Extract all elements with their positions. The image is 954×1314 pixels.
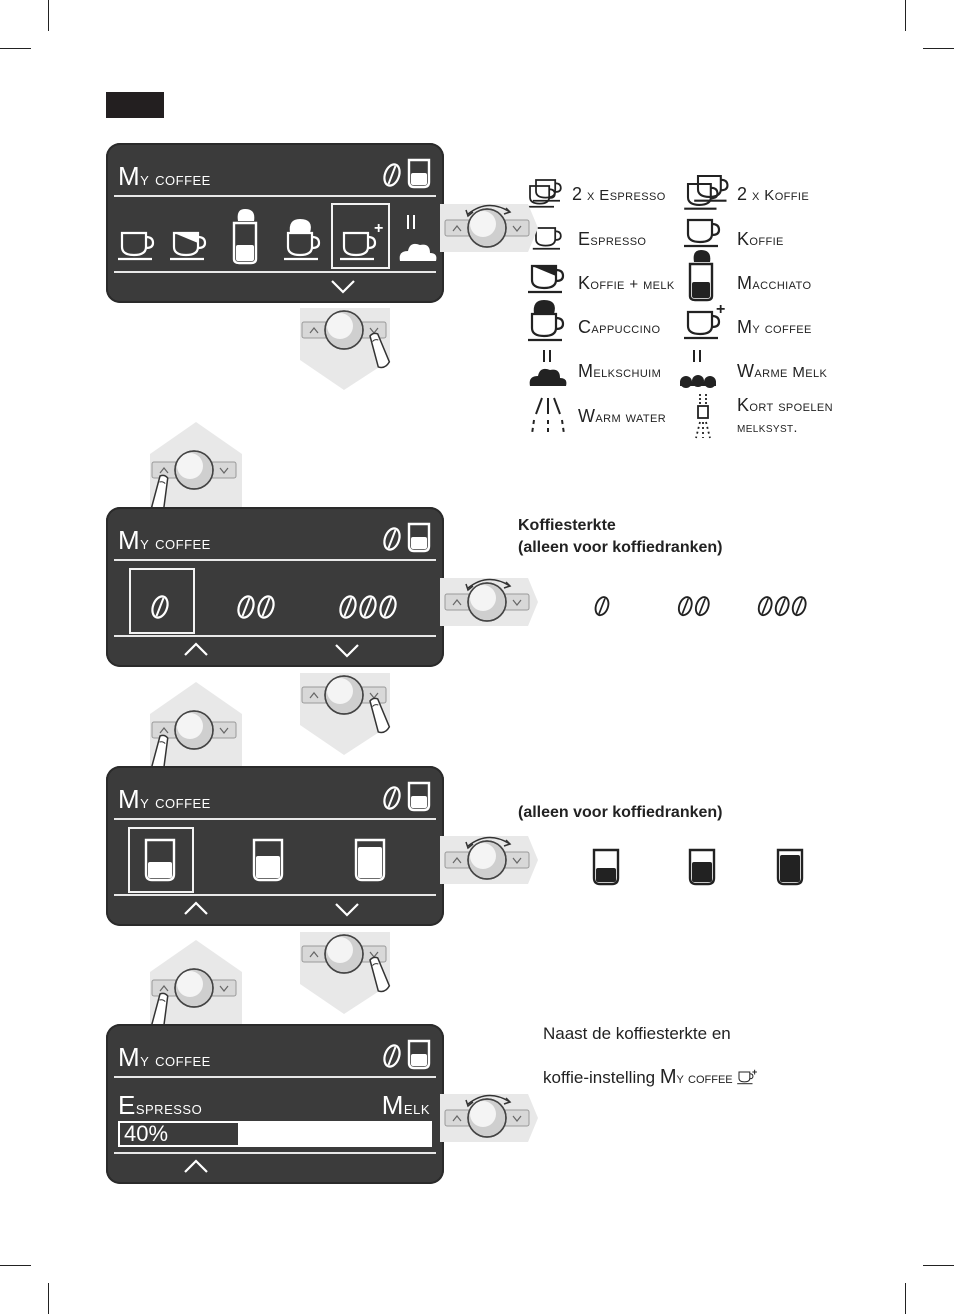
strength-mild-icon — [150, 594, 171, 619]
coffee-milk-icon — [170, 233, 205, 259]
chevron-up-icon — [183, 1158, 209, 1174]
up-button-press[interactable] — [150, 420, 242, 512]
strength-legend-icons — [585, 590, 825, 624]
language-tab — [106, 92, 164, 118]
warm-water-icon — [532, 398, 564, 434]
coffee-icon — [118, 233, 153, 259]
up-button-press[interactable] — [150, 938, 242, 1030]
rotary-knob[interactable] — [440, 1084, 540, 1152]
display-panel-ratio — [106, 1024, 444, 1184]
strength-volume-icon — [382, 521, 432, 555]
rotary-knob[interactable] — [440, 568, 540, 636]
legend-label: Kort spoelen — [737, 395, 833, 415]
rotary-knob[interactable] — [440, 194, 540, 262]
volume-options — [106, 826, 444, 896]
svg-text:+: + — [374, 220, 384, 237]
note-line-2: koffie-instelling My coffee + — [543, 1066, 758, 1088]
panel-title: My coffee — [118, 161, 211, 191]
display-panel-strength — [106, 507, 444, 667]
crop-mark — [48, 1283, 49, 1314]
panel-title: My coffee — [118, 784, 211, 814]
espresso-label: Espresso — [118, 1090, 203, 1120]
strength-normal-icon — [236, 594, 277, 619]
volume-large-icon — [356, 840, 384, 880]
legend-label: 2 x Espresso — [572, 184, 666, 204]
down-button-press[interactable] — [300, 924, 392, 1016]
strength-heading: Koffiesterkte — [518, 517, 616, 534]
strength-volume-icon — [382, 157, 432, 191]
cappuccino-icon — [528, 300, 563, 340]
legend-icons — [520, 170, 730, 445]
crop-mark — [923, 1265, 954, 1266]
volume-small-icon — [594, 850, 618, 884]
macchiato-icon — [690, 250, 712, 300]
ratio-value: 40% — [124, 1121, 169, 1146]
strength-normal-icon — [677, 595, 712, 617]
display-panel-drink-selection — [106, 143, 444, 303]
my-coffee-icon — [684, 301, 725, 338]
legend-label: 2 x Koffie — [737, 184, 810, 204]
legend-label: Koffie — [737, 229, 784, 249]
volume-large-icon — [778, 850, 802, 884]
up-button-press[interactable] — [150, 680, 242, 772]
panel-title: My coffee — [118, 525, 211, 555]
milk-foam-icon — [400, 215, 437, 261]
chevron-up-icon — [183, 641, 209, 657]
svg-text:+: + — [752, 1067, 758, 1077]
my-coffee-icon — [737, 1067, 759, 1085]
rinse-milk-system-icon — [696, 394, 710, 438]
strength-volume-icon — [382, 1038, 432, 1072]
strength-strong-icon — [756, 595, 808, 617]
volume-subheading: (alleen voor koffiedranken) — [518, 804, 723, 821]
cappuccino-icon — [284, 219, 319, 259]
chevron-down-icon — [334, 902, 360, 918]
crop-mark — [905, 1283, 906, 1314]
legend-label: Melkschuim — [578, 361, 662, 381]
down-button-press[interactable] — [300, 665, 392, 757]
strength-strong-icon — [338, 594, 399, 619]
crop-mark — [48, 0, 49, 31]
volume-legend-icons — [590, 846, 820, 888]
milk-foam-icon — [530, 350, 567, 386]
chevron-up-icon — [183, 900, 209, 916]
crop-mark — [0, 48, 31, 49]
chevron-down-icon — [334, 643, 360, 659]
milk-label: Melk — [381, 1090, 430, 1120]
ratio-bar[interactable] — [118, 1121, 432, 1147]
warm-milk-icon — [680, 350, 716, 388]
strength-subheading: (alleen voor koffiedranken) — [518, 539, 723, 556]
volume-medium-icon — [690, 850, 714, 884]
legend-label-line2: melksyst. — [737, 419, 798, 435]
volume-small-icon — [146, 840, 174, 880]
strength-options — [106, 567, 444, 637]
legend-label: Warme Melk — [737, 361, 828, 381]
panel-title: My coffee — [118, 1042, 211, 1072]
coffee-icon — [684, 220, 719, 246]
svg-text:+: + — [716, 301, 726, 318]
crop-mark — [905, 0, 906, 31]
macchiato-icon — [234, 209, 256, 263]
selected-drink-frame — [331, 203, 390, 269]
volume-medium-icon — [254, 840, 282, 880]
chevron-down-icon — [330, 279, 356, 295]
display-panel-volume — [106, 766, 444, 926]
rotary-knob[interactable] — [440, 826, 540, 894]
strength-mild-icon — [593, 595, 611, 617]
legend-label: Koffie + melk — [578, 273, 675, 293]
legend-label: Espresso — [578, 229, 647, 249]
legend-label: Warm water — [578, 406, 667, 426]
down-button-press[interactable] — [300, 300, 392, 392]
legend-label: Macchiato — [737, 273, 812, 293]
legend-label: Cappuccino — [578, 317, 661, 337]
coffee-milk-icon — [528, 266, 563, 292]
crop-mark — [923, 48, 954, 49]
crop-mark — [0, 1265, 31, 1266]
strength-volume-icon — [382, 780, 432, 814]
legend-label: My coffee — [737, 317, 812, 337]
note-line-1: Naast de koffiesterkte en — [543, 1024, 731, 1043]
